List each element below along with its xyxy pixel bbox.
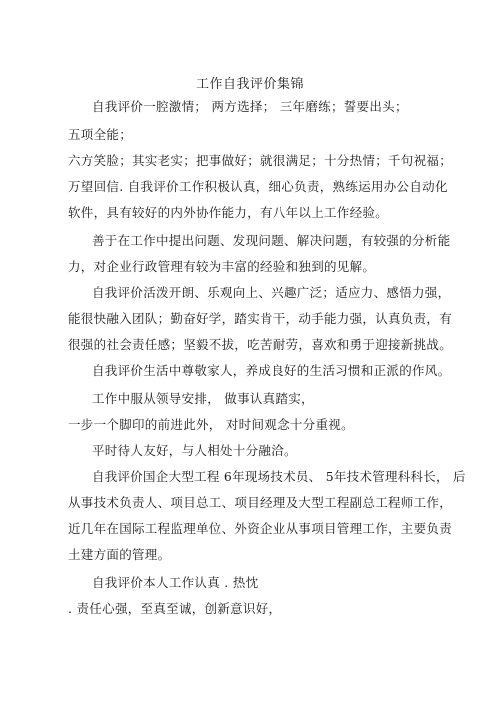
paragraph-line: . 责任心强，至真至诚，创新意识好， <box>68 601 282 616</box>
paragraph-line: 善于在工作中提出问题、发现问题、解决问题，有较强的分析能 <box>92 233 451 248</box>
paragraph-line: 土建方面的管理。 <box>68 547 171 562</box>
paragraph-line: 一步一个脚印的前进此外， 对时间观念十分重视。 <box>68 417 354 432</box>
paragraph-line: 力，对企业行政管理有较为丰富的经验和独到的见解。 <box>68 259 376 274</box>
paragraph-line: 能很快融入团队；勤奋好学，踏实肯干，动手能力强，认真负责，有 <box>68 311 453 326</box>
paragraph-line: 自我评价一腔激情； 两方选择； 三年磨练；誓要出头； <box>92 99 408 114</box>
paragraph-line: 自我评价国企大型工程 6年现场技术员、 5年技术管理科科长， 后 <box>92 469 466 484</box>
paragraph-line: 很强的社会责任感；坚毅不拔，吃苦耐劳，喜欢和勇于迎接新挑战。 <box>68 337 453 352</box>
paragraph-line: 自我评价本人工作认真 . 热忱 <box>92 575 259 590</box>
paragraph-line: 万望回信. 自我评价工作积极认真，细心负责，熟练运用办公自动化 <box>68 179 448 194</box>
document-title: 工作自我评价集锦 <box>195 77 304 92</box>
paragraph-line: 从事技术负责人、项目总工、项目经理及大型工程副总工程师工作， <box>68 495 453 510</box>
paragraph-line: 软件，具有较好的内外协作能力，有八年以上工作经验。 <box>68 205 389 220</box>
paragraph-line: 五项全能； <box>68 127 133 142</box>
paragraph-line: 平时待人友好，与人相处十分融洽。 <box>92 443 297 458</box>
paragraph-line: 六方笑脸；其实老实；把事做好；就很满足；十分热情；千句祝福； <box>68 153 453 168</box>
paragraph-line: 自我评价活泼开朗、乐观向上、兴趣广泛；适应力、感悟力强， <box>92 285 451 300</box>
paragraph-line: 自我评价生活中尊敬家人，养成良好的生活习惯和正派的作风。 <box>92 363 451 378</box>
paragraph-line: 工作中服从领导安排， 做事认真踏实， <box>92 391 314 406</box>
paragraph-line: 近几年在国际工程监理单位、外资企业从事项目管理工作，主要负责 <box>68 521 453 536</box>
